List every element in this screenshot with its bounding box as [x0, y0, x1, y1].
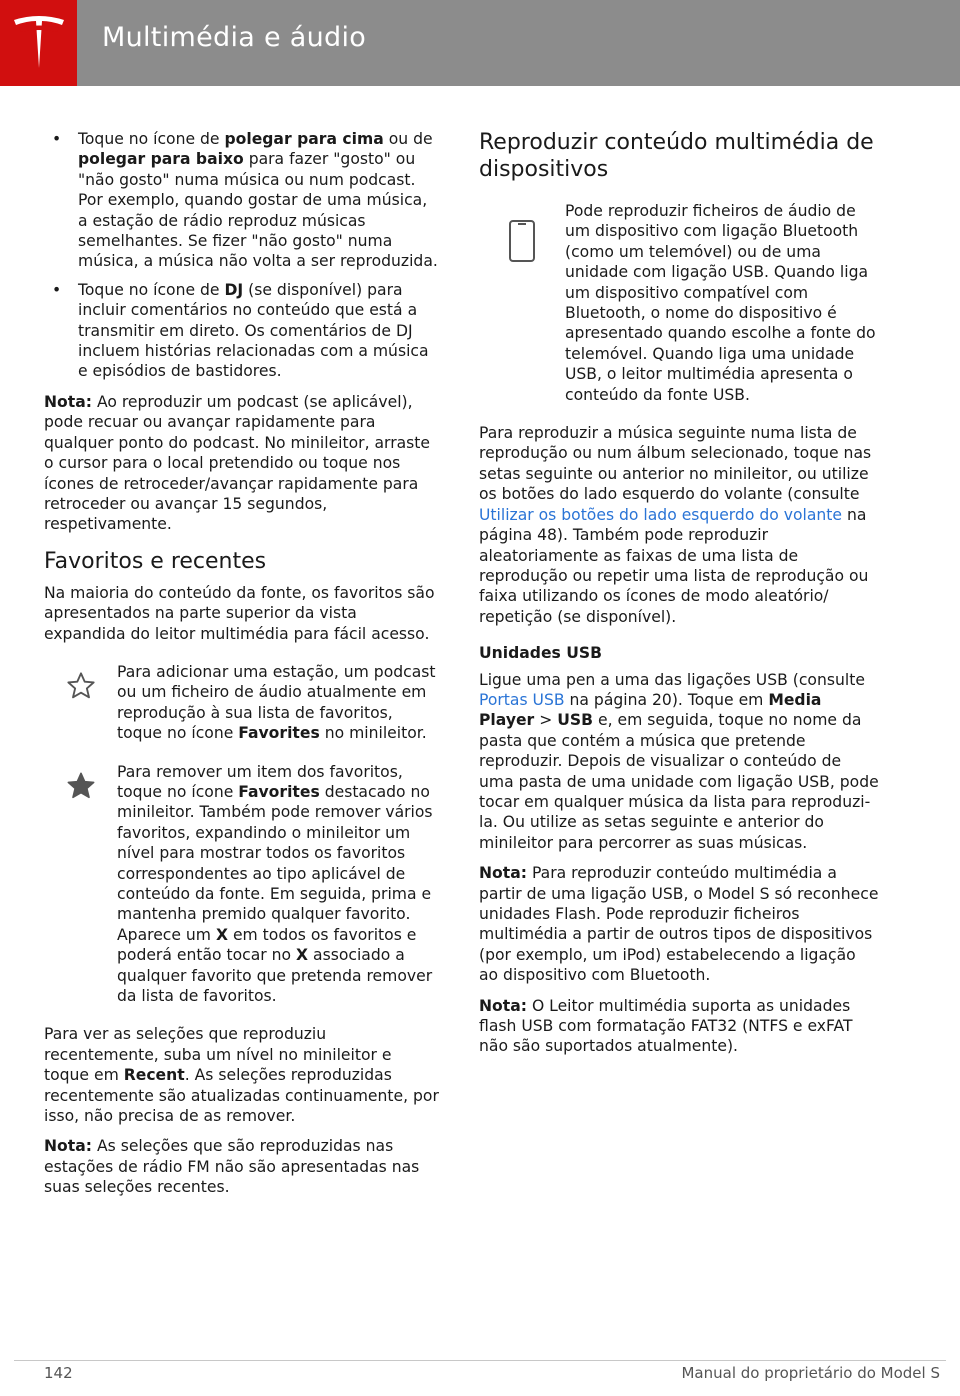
note: Nota: Para reproduzir conteúdo multimédia a partir de uma ligação USB, o Model S só reconhece unidades Flash. Pode reproduzir ficheiros multimédia a partir de outros tipos de dispositivos (por exemplo, um iPod) estabelecendo a ligação ao dispositivo com Bluetooth. [479, 864, 879, 985]
list-item: • Toque no ícone de polegar para cima ou de polegar para baixo para fazer "gosto" ou "não gosto" numa música ou num podcast. Por exemplo, quando gostar de uma música, a estação de rádio reproduz músicas semelhantes. Se fizer "não gosto" numa música, a música não volta a ser reproduzida. [44, 129, 440, 272]
note: Nota: As seleções que são reproduzidas nas estações de rádio FM não são apresentadas nas suas seleções recentes. [44, 1137, 420, 1197]
paragraph: Pode reproduzir ficheiros de áudio de um dispositivo com ligação Bluetooth (como um telemóvel) ou de uma unidade com ligação USB. Quando liga um dispositivo compatível com Bluetooth, o nome do dispositivo é apresentado quando escolhe a fonte do telemóvel. Quando liga uma unidade USB, o leitor multimédia apresenta o conteúdo da fonte USB. [565, 202, 876, 404]
paragraph: Para adicionar uma estação, um podcast ou um ficheiro de áudio atualmente em reprodução à sua lista de favoritos, toque no ícone Favorites no minileitor. [117, 662, 436, 743]
star-outline-icon [65, 670, 97, 702]
heading-devices: Reproduzir conteúdo multimédia de dispositivos [479, 130, 874, 182]
heading-favorites: Favoritos e recentes [44, 548, 267, 574]
paragraph: Para remover um item dos favoritos, toque no ícone Favorites destacado no minileitor. Também pode remover vários favoritos, expandindo o minileitor um nível para mostrar todos os favoritos correspondentes ao tipo aplicável de conteúdo da fonte. Em seguida, prima e mantenha premido qualquer favorito. Aparece um X em todos os favoritos e poderá então tocar no X associado a qualquer favorito que pretenda remover da lista de favoritos. [117, 762, 433, 1006]
paragraph: Na maioria do conteúdo da fonte, os favoritos são apresentados na parte superior da vista expandida do leitor multimédia para fácil acesso. [44, 583, 435, 643]
paragraph: Ligue uma pen a uma das ligações USB (consulte Portas USB na página 20). Toque em Media Player > USB e, em seguida, toque no nome da pasta que contém a música que pretende reproduzir. Depois de visualizar o conteúdo de uma pasta de uma unidade com ligação USB, pode tocar em qualquer música da lista para reproduzi-la. Ou utilize as setas seguinte e anterior do minileitor para percorrer as suas músicas. [479, 670, 879, 852]
tesla-logo-icon [11, 14, 67, 72]
star-filled-icon [65, 770, 97, 802]
left-column [44, 129, 440, 1208]
bullet-list [44, 129, 440, 382]
phone-icon [508, 219, 536, 263]
usb-ports-link[interactable]: Portas USB [479, 690, 565, 709]
heading-usb: Unidades USB [479, 644, 603, 663]
page-header [0, 0, 960, 86]
footer-divider [14, 1360, 946, 1361]
page-number: 142 [44, 1364, 73, 1382]
paragraph: Para ver as seleções que reproduziu recentemente, suba um nível no minileitor e toque em Recent. As seleções reproduzidas recentemente são atualizadas continuamente, por isso, não precisa de as remover. [44, 1025, 439, 1126]
favorite-add-row [44, 662, 440, 744]
manual-title: Manual do proprietário do Model S [681, 1364, 940, 1382]
favorite-remove-row [44, 762, 440, 1007]
note: Nota: O Leitor multimédia suporta as unidades flash USB com formatação FAT32 (NTFS e exFAT não são suportados atualmente). [479, 996, 853, 1056]
brand-logo [0, 0, 77, 86]
note: Nota: Ao reproduzir um podcast (se aplicável), pode recuar ou avançar rapidamente para qualquer ponto do podcast. No minileitor, arraste o cursor para o local pretendido ou toque nos ícones de retroceder/avançar rapidamente para retroceder ou avançar 15 segundos, respetivamente. [44, 392, 430, 534]
right-column [479, 129, 879, 1067]
section-title: Multimédia e áudio [102, 22, 367, 53]
paragraph: Para reproduzir a música seguinte numa lista de reprodução ou num álbum selecionado, toque nas setas seguinte ou anterior no minileitor, ou utilize os botões do lado esquerdo do volante (consulte Utilizar os botões do lado esquerdo do volante na página 48). Também pode reproduzir aleatoriamente as faixas de uma lista de reprodução ou repetir uma lista de reprodução ou faixa utilizando os ícones de modo aleatório/ repetição (se disponível). [479, 424, 872, 626]
steering-buttons-link[interactable]: Utilizar os botões do lado esquerdo do volante [479, 505, 842, 524]
device-row [479, 201, 879, 405]
list-item: • Toque no ícone de DJ (se disponível) para incluir comentários no conteúdo que está a transmitir em direto. Os comentários de DJ incluem histórias relacionadas com a música e episódios de bastidores. [44, 280, 440, 382]
